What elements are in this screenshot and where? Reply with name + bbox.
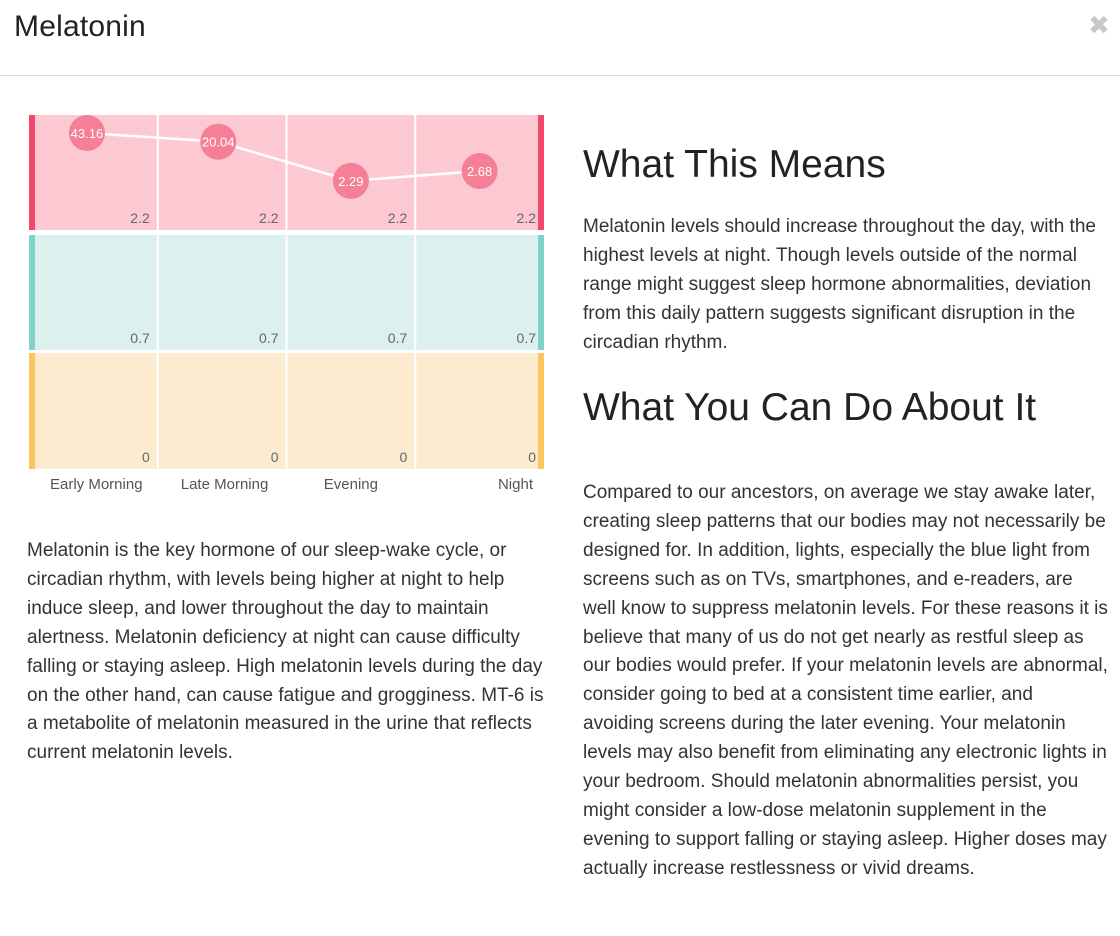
category-label: Late Morning [180, 476, 269, 493]
what-you-can-do-heading: What You Can Do About It [583, 386, 1037, 429]
band-normal-right-edge [538, 235, 544, 350]
threshold-label: 2.2 [387, 210, 408, 226]
threshold-label: 0.7 [130, 330, 150, 346]
category-label: Early Morning [50, 476, 143, 493]
threshold-label: 0.7 [387, 330, 408, 346]
threshold-label: 2.2 [516, 210, 536, 226]
band-low-right-edge [538, 353, 544, 469]
band-low-left-edge [29, 353, 35, 469]
info-column [583, 140, 1108, 884]
threshold-label: 0 [399, 449, 408, 465]
band-normal-left-edge [29, 235, 35, 350]
threshold-label: 2.2 [259, 210, 279, 226]
melatonin-chart [22, 105, 550, 505]
threshold-label: 2.2 [130, 210, 150, 226]
threshold-label: 0.7 [259, 330, 279, 346]
category-label: Evening [323, 476, 378, 493]
data-label: 20.04 [201, 134, 235, 150]
threshold-label: 0 [141, 449, 150, 465]
data-label: 43.16 [70, 126, 104, 141]
melatonin-chart-svg [22, 105, 550, 505]
close-icon[interactable]: ✖ [1088, 10, 1110, 40]
threshold-label: 0.7 [516, 330, 536, 346]
data-label: 2.68 [466, 164, 493, 180]
what-this-means-heading: What This Means [583, 143, 886, 186]
threshold-label: 0 [528, 449, 536, 465]
threshold-label: 0 [270, 449, 279, 465]
modal-title: Melatonin [14, 10, 146, 43]
band-high-right-edge [538, 115, 544, 230]
what-this-means-text: Melatonin levels should increase throughout the day, with the highest levels at night. Though levels outside of the normal range might suggest sleep hormone abnormalities, deviation from this daily pattern suggests significant disruption in the circadian rhythm. [583, 216, 1096, 353]
data-label: 2.29 [338, 173, 364, 189]
category-label: Night [497, 476, 533, 493]
melatonin-description: Melatonin is the key hormone of our sleep-wake cycle, or circadian rhythm, with levels being higher at night to help induce sleep, and lower throughout the day to maintain alertness. Melatonin deficiency at night can cause difficulty falling or staying asleep. High melatonin levels during the day on the other hand, can cause fatigue and grogginess. MT-6 is a metabolite of melatonin measured in the urine that reflects current melatonin levels. [27, 540, 544, 764]
what-you-can-do-text: Compared to our ancestors, on average we stay awake later, creating sleep patterns that our bodies may not necessarily be designed for. In addition, lights, especially the blue light from screens such as on TVs, smartphones, and e-readers, are well know to suppress melatonin levels. For these reasons it is believe that many of us do not get nearly as restful sleep as our bodies would prefer. If your melatonin levels are abnormal, consider going to bed at a consistent time earlier, and avoiding screens during the later evening. Your melatonin levels may also benefit from eliminating any electronic lights in your bedroom. Should melatonin abnormalities persist, you might consider a low-dose melatonin supplement in the evening to support falling or staying asleep. Higher doses may actually increase restlessness or vivid dreams. [583, 482, 1108, 879]
modal-header [0, 0, 1120, 76]
band-high-left-edge [29, 115, 35, 230]
